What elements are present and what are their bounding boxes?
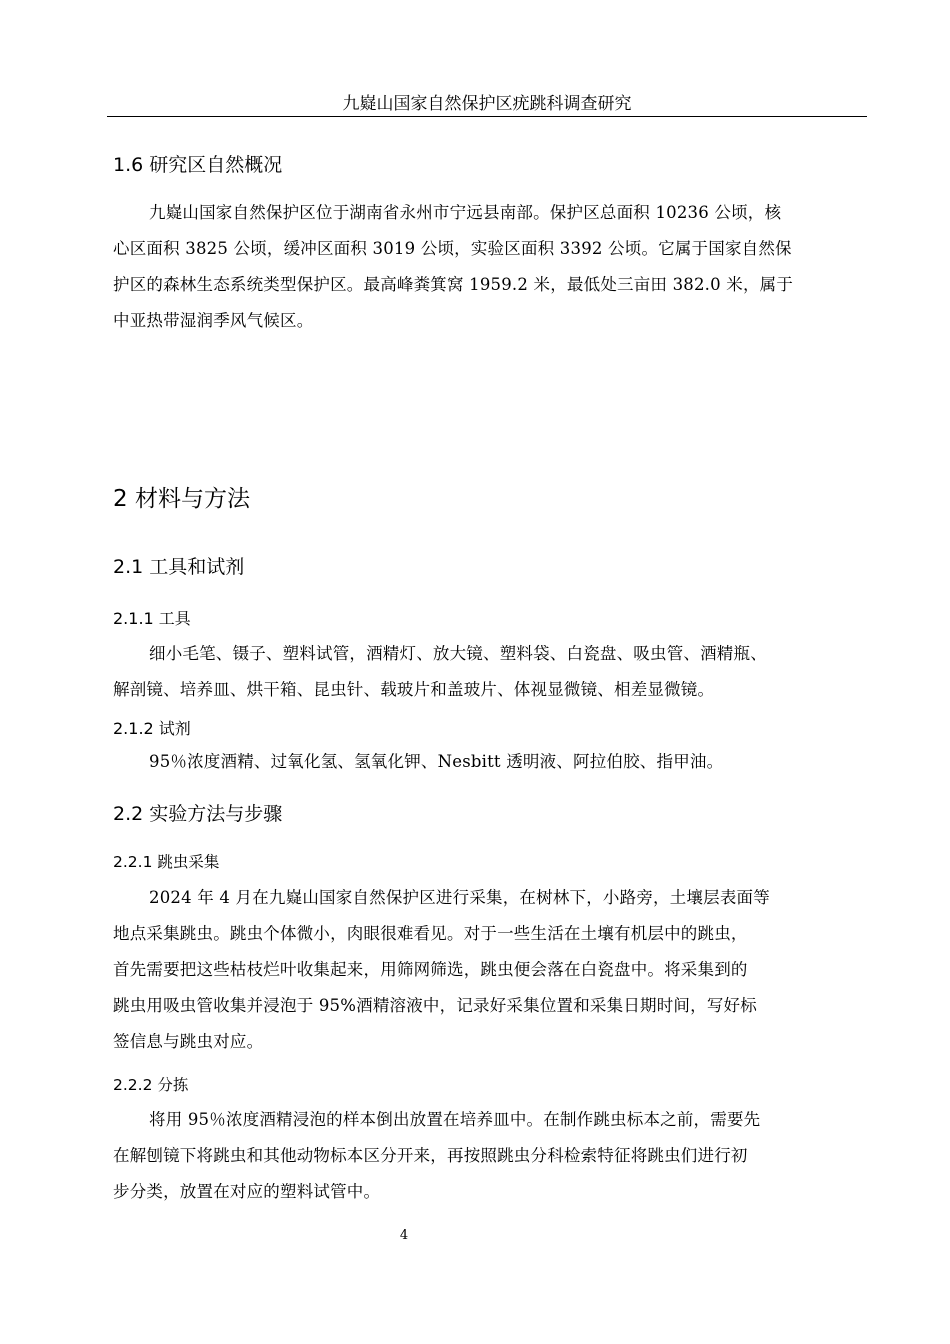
paragraph-line: 心区面积 3825 公顷，缓冲区面积 3019 公顷，实验区面积 3392 公顷。它属于国家自然保 [113,239,792,258]
paragraph-line: 护区的森林生态系统类型保护区。最高峰粪箕窝 1959.2 米，最低处三亩田 382.0 米，属于 [113,275,794,294]
page-number: 4 [399,1228,409,1243]
paragraph-line: 中亚热带湿润季风气候区。 [113,311,314,330]
paragraph-line: 地点采集跳虫。跳虫个体微小，肉眼很难看见。对于一些生活在土壤有机层中的跳虫， [113,924,748,943]
heading-2-1: 2.1 工具和试剂 [113,556,245,578]
paragraph-line: 首先需要把这些枯枝烂叶收集起来，用筛网筛选，跳虫便会落在白瓷盘中。将采集到的 [113,960,748,979]
paragraph-line: 95％浓度酒精、过氧化氢、氢氧化钾、Nesbitt 透明液、阿拉伯胶、指甲油。 [149,752,724,771]
running-header: 九嶷山国家自然保护区疣跳科调查研究 [107,92,867,117]
paragraph-line: 步分类，放置在对应的塑料试管中。 [113,1182,381,1201]
heading-2-2: 2.2 实验方法与步骤 [113,803,283,825]
heading-2-2-2: 2.2.2 分拣 [113,1076,189,1094]
paragraph-2-2-2 [113,1102,863,1210]
paragraph-2-1-2 [113,744,863,780]
paragraph-line: 2024 年 4 月在九嶷山国家自然保护区进行采集，在树林下，小路旁，土壤层表面等 [149,888,770,907]
heading-2-2-1: 2.2.1 跳虫采集 [113,853,220,871]
heading-2: 2 材料与方法 [113,486,250,512]
paragraph-line: 细小毛笔、镊子、塑料试管，酒精灯、放大镜、塑料袋、白瓷盘、吸虫管、酒精瓶、 [149,644,767,663]
paragraph-2-2-1 [113,880,863,1060]
paragraph-line: 签信息与跳虫对应。 [113,1032,264,1051]
paragraph-line: 将用 95％浓度酒精浸泡的样本倒出放置在培养皿中。在制作跳虫标本之前，需要先 [149,1110,761,1129]
paragraph-1-6 [113,195,863,339]
paragraph-line: 跳虫用吸虫管收集并浸泡于 95%酒精溶液中，记录好采集位置和采集日期时间，写好标 [113,996,757,1015]
heading-2-1-1: 2.1.1 工具 [113,609,191,628]
paragraph-line: 解剖镜、培养皿、烘干箱、昆虫针、载玻片和盖玻片、体视显微镜、相差显微镜。 [113,680,715,699]
paragraph-2-1-1 [113,636,863,708]
heading-1-6: 1.6 研究区自然概况 [113,154,283,176]
paragraph-line: 在解刨镜下将跳虫和其他动物标本区分开来，再按照跳虫分科检索特征将跳虫们进行初 [113,1146,748,1165]
heading-2-1-2: 2.1.2 试剂 [113,719,191,738]
paragraph-line: 九嶷山国家自然保护区位于湖南省永州市宁远县南部。保护区总面积 10236 公顷，核 [149,203,782,222]
